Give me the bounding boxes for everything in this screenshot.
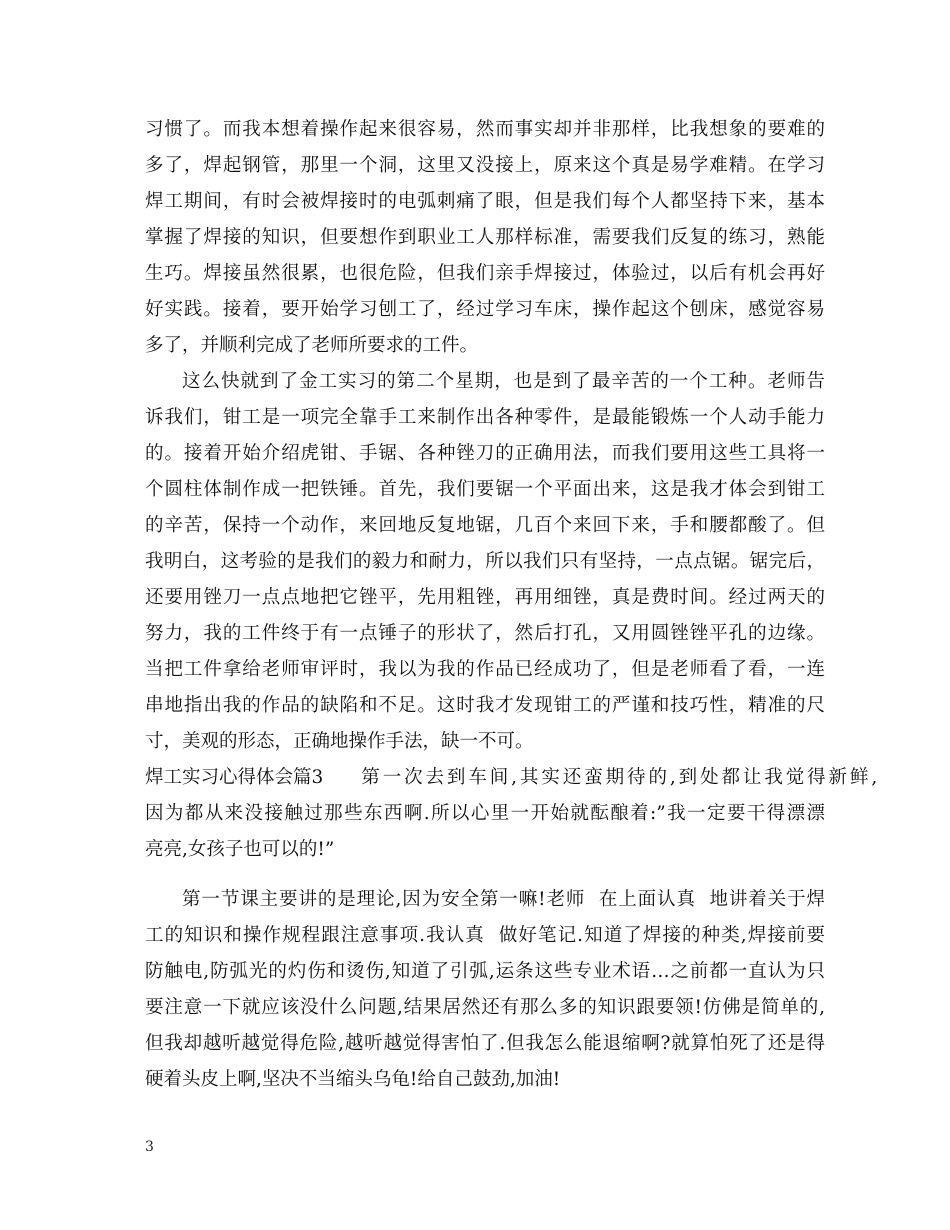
- text-line: 但我却越听越觉得危险,越听越觉得害怕了.但我怎么能退缩啊?就算怕死了还是得: [145, 1033, 825, 1054]
- text-line: 串地指出我的作品的缺陷和不足。这时我才发现钳工的严谨和技巧性，精准的尺: [145, 695, 825, 716]
- text-line: 生巧。焊接虽然很累，也很危险，但我们亲手焊接过，体验过，以后有机会再好: [145, 263, 825, 284]
- text-line: 工的知识和操作规程跟注意事项.我认真 做好笔记.知道了焊接的种类,焊接前要: [145, 925, 825, 946]
- text-line: 当把工件拿给老师审评时，我以为我的作品已经成功了，但是老师看了看，一连: [145, 659, 825, 680]
- text-line: 第一节课主要讲的是理论,因为安全第一嘛!老师 在上面认真 地讲着关于焊: [182, 889, 825, 910]
- text-line: 亮亮,女孩子也可以的!”: [145, 839, 335, 860]
- text-line: 防触电,防弧光的灼伤和烫伤,知道了引弧,运条这些专业术语…之前都一直认为只: [145, 961, 825, 982]
- text-line: 诉我们，钳工是一项完全靠手工来制作出各种零件，是最能锻炼一个人动手能力: [145, 407, 825, 428]
- text-line: 好实践。接着，要开始学习刨工了，经过学习车床，操作起这个刨床，感觉容易: [145, 299, 825, 320]
- text-line: 掌握了焊接的知识，但要想作到职业工人那样标准，需要我们反复的练习，熟能: [145, 227, 825, 248]
- text-line: 要注意一下就应该没什么问题,结果居然还有那么多的知识跟要领!仿佛是简单的,: [145, 997, 825, 1018]
- text-line: 我明白，这考验的是我们的毅力和耐力，所以我们只有坚持，一点点锯。锯完后，: [145, 551, 825, 572]
- text-line: 寸，美观的形态，正确地操作手法，缺一不可。: [145, 731, 534, 752]
- section-title: 焊工实习心得体会篇3: [145, 767, 324, 788]
- text-line: 焊工期间，有时会被焊接时的电弧刺痛了眼，但是我们每个人都坚持下来，基本: [145, 191, 825, 212]
- text-line: 努力，我的工件终于有一点锤子的形状了，然后打孔，又用圆锉锉平孔的边缘。: [145, 623, 825, 644]
- page-number: 3: [145, 1139, 154, 1155]
- text-line: 习惯了。而我本想着操作起来很容易，然而事实却并非那样，比我想象的要难的: [145, 119, 825, 140]
- text-line: 这么快就到了金工实习的第二个星期，也是到了最辛苦的一个工种。老师告: [182, 371, 825, 392]
- text-line: 多了，焊起钢管，那里一个洞，这里又没接上，原来这个真是易学难精。在学习: [145, 155, 825, 176]
- text-line: 硬着头皮上啊,坚决不当缩头乌龟!给自己鼓劲,加油!: [145, 1069, 561, 1090]
- text-line: 因为都从来没接触过那些东西啊.所以心里一开始就酝酿着:”我一定要干得漂漂: [145, 803, 825, 824]
- section-heading-line: [145, 763, 878, 793]
- text-line: 的辛苦，保持一个动作，来回地反复地锯，几百个来回下来，手和腰都酸了。但: [145, 515, 825, 536]
- text-line: 多了，并顺利完成了老师所要求的工件。: [145, 335, 479, 356]
- text-line: 的。接着开始介绍虎钳、手锯、各种锉刀的正确用法，而我们要用这些工具将一: [145, 443, 825, 464]
- text-line: 还要用锉刀一点点地把它锉平，先用粗锉，再用细锉，真是费时间。经过两天的: [145, 587, 825, 608]
- text-line: 个圆柱体制作成一把铁锤。首先，我们要锯一个平面出来，这是我才体会到钳工: [145, 479, 825, 500]
- text-line: 第一次去到车间,其实还蛮期待的,到处都让我觉得新鲜,: [361, 767, 878, 788]
